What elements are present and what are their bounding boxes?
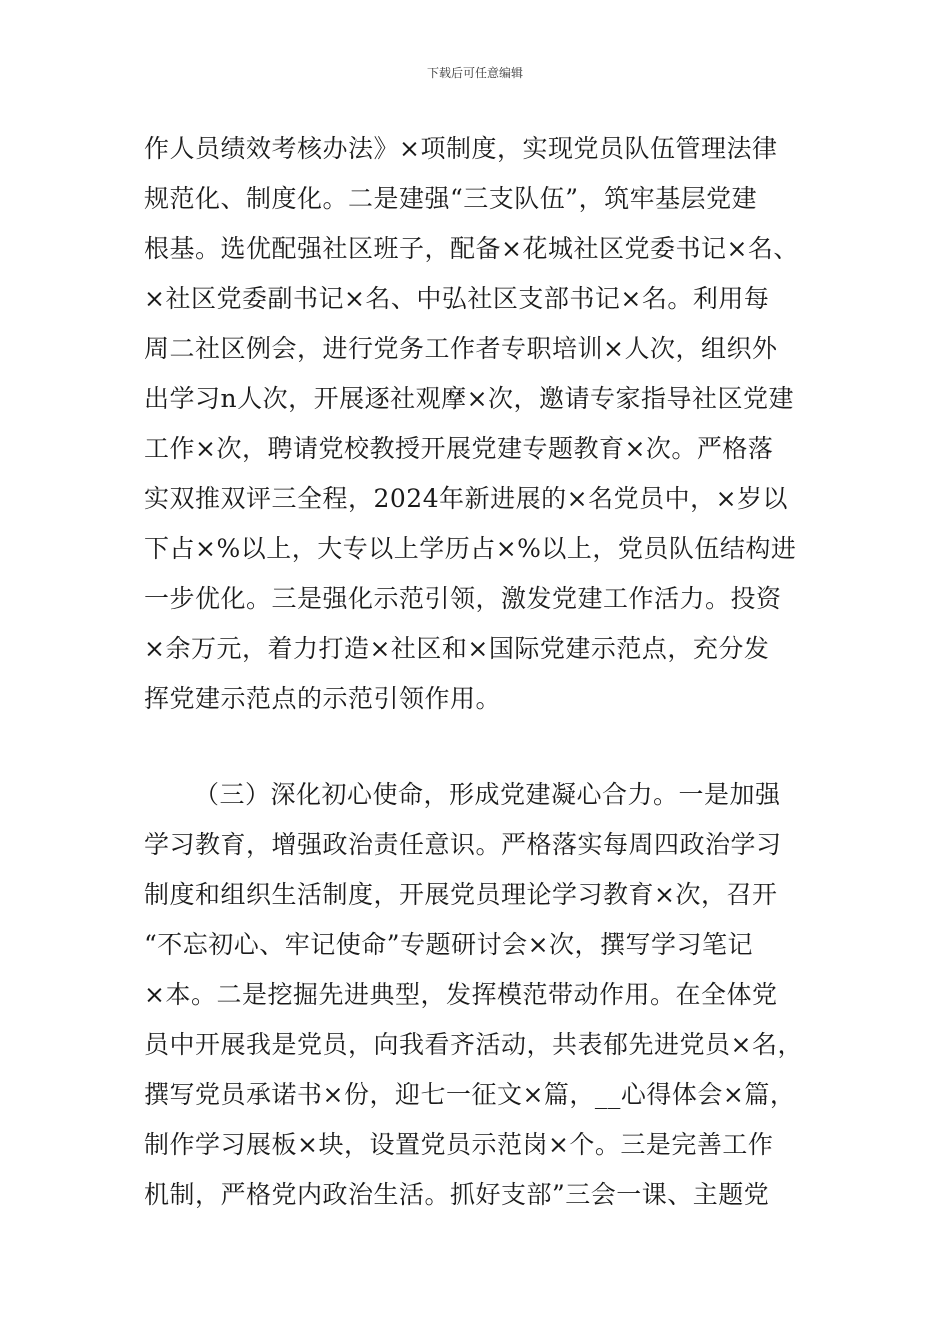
text-line: 实双推双评三全程，2024年新进展的×名党员中，×岁以 xyxy=(144,484,789,513)
page-header: 下载后可任意编辑 xyxy=(426,66,523,80)
paragraph-2 xyxy=(144,770,834,1220)
text-line: 作人员绩效考核办法》×项制度，实现党员队伍管理法律 xyxy=(144,134,778,163)
text-line: 制作学习展板×块，设置党员示范岗×个。三是完善工作 xyxy=(144,1130,774,1159)
text-line: “不忘初心、牢记使命”专题研讨会×次，撰写学习笔记 xyxy=(144,930,754,959)
text-line: 制度和组织生活制度，开展党员理论学习教育×次，召开 xyxy=(144,880,778,909)
text-line: ×本。二是挖掘先进典型，发挥模范带动作用。在全体党 xyxy=(144,980,778,1009)
text-line: ×社区党委副书记×名、中弘社区支部书记×名。利用每 xyxy=(144,284,770,313)
text-line: 下占×%以上，大专以上学历占×%以上，党员队伍结构进 xyxy=(144,534,797,563)
text-line-indented: （三）深化初心使命，形成党建凝心合力。一是加强 xyxy=(194,780,781,809)
text-line: 学习教育，增强政治责任意识。严格落实每周四政治学习 xyxy=(144,830,782,859)
text-line: 员中开展我是党员，向我看齐活动，共表郁先进党员×名， xyxy=(144,1030,803,1059)
text-line: 规范化、制度化。二是建强“三支队伍”，筑牢基层党建 xyxy=(144,184,758,213)
text-line: 撰写党员承诺书×份，迎七一征文×篇，__心得体会×篇， xyxy=(144,1080,796,1109)
text-line: 工作×次，聘请党校教授开展党建专题教育×次。严格落 xyxy=(144,434,774,463)
text-line: 根基。选优配强社区班子，配备×花城社区党委书记×名、 xyxy=(144,234,799,263)
text-line: 挥党建示范点的示范引领作用。 xyxy=(144,684,502,713)
text-line: 出学习n人次，开展逐社观摩×次，邀请专家指导社区党建 xyxy=(144,384,795,413)
text-line: ×余万元，着力打造×社区和×国际党建示范点，充分发 xyxy=(144,634,770,663)
text-line: 周二社区例会，进行党务工作者专职培训×人次，组织外 xyxy=(144,334,778,363)
text-line: 一步优化。三是强化示范引领，激发党建工作活力。投资 xyxy=(144,584,782,613)
paragraph-1 xyxy=(144,124,834,724)
text-line: 机制，严格党内政治生活。抓好支部”三会一课、主题党 xyxy=(144,1180,770,1209)
